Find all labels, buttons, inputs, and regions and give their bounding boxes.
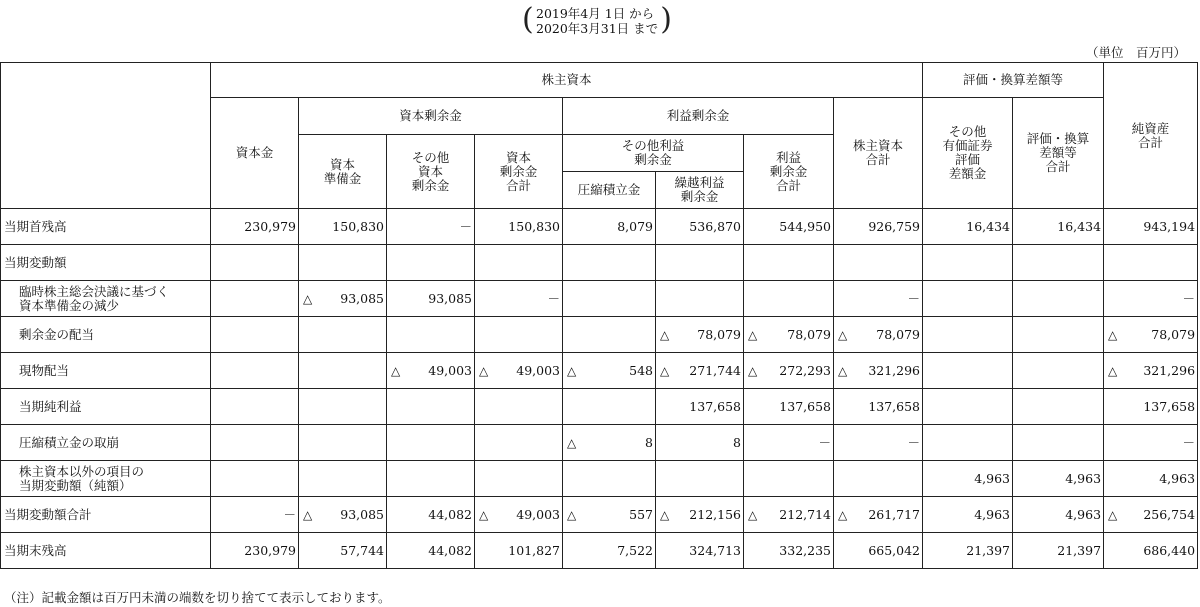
value-cell bbox=[563, 209, 656, 245]
value-cell bbox=[1104, 533, 1198, 569]
cell-value: 686,440 bbox=[1143, 542, 1196, 558]
value-cell bbox=[299, 317, 387, 353]
value-cell bbox=[299, 245, 387, 281]
value-cell bbox=[744, 245, 834, 281]
value-cell bbox=[744, 497, 834, 533]
negative-marker: △ bbox=[303, 507, 313, 522]
value-cell bbox=[387, 245, 475, 281]
value-cell bbox=[1104, 389, 1198, 425]
table-row bbox=[1, 425, 1198, 461]
cell-value: 321,296 bbox=[868, 362, 921, 378]
value-cell bbox=[387, 317, 475, 353]
value-cell bbox=[1104, 461, 1198, 497]
table-row bbox=[1, 281, 1198, 317]
value-cell bbox=[299, 209, 387, 245]
cell-value: 101,827 bbox=[508, 542, 560, 558]
header-other-retained-earnings: その他利益 剰余金 bbox=[563, 135, 744, 172]
value-cell bbox=[923, 353, 1013, 389]
header-capital-surplus-total: 資本 剰余金 合計 bbox=[475, 135, 563, 209]
cell-value: 256,754 bbox=[1143, 506, 1196, 522]
cell-value: 548 bbox=[629, 362, 653, 378]
value-cell bbox=[1013, 533, 1104, 569]
cell-value: 150,830 bbox=[508, 218, 560, 234]
table-row bbox=[1, 461, 1198, 497]
value-cell bbox=[656, 317, 744, 353]
header-other-capital-surplus: その他 資本 剰余金 bbox=[387, 135, 475, 209]
cell-value: 57,744 bbox=[340, 542, 384, 558]
header-capital-surplus: 資本剰余金 bbox=[299, 98, 563, 135]
cell-value: 665,042 bbox=[868, 542, 921, 558]
row-label: 現物配当 bbox=[1, 353, 211, 389]
table-row bbox=[1, 209, 1198, 245]
row-label: 圧縮積立金の取崩 bbox=[1, 425, 211, 461]
cell-value: 93,085 bbox=[428, 290, 472, 306]
value-cell bbox=[834, 425, 923, 461]
value-cell bbox=[475, 353, 563, 389]
value-cell bbox=[923, 317, 1013, 353]
cell-value: － bbox=[907, 290, 921, 306]
value-cell bbox=[1104, 353, 1198, 389]
value-cell bbox=[563, 533, 656, 569]
value-cell bbox=[1013, 461, 1104, 497]
value-cell bbox=[834, 281, 923, 317]
cell-value: 321,296 bbox=[1143, 362, 1196, 378]
value-cell bbox=[923, 389, 1013, 425]
cell-value: 8 bbox=[733, 434, 741, 450]
value-cell bbox=[387, 461, 475, 497]
value-cell bbox=[475, 425, 563, 461]
negative-marker: △ bbox=[838, 363, 848, 378]
header-valuation-total: 評価・換算 差額等 合計 bbox=[1013, 98, 1104, 209]
value-cell bbox=[475, 281, 563, 317]
cell-value: 272,293 bbox=[779, 362, 831, 378]
footnote: （注）記載金額は百万円未満の端数を切り捨てて表示しております。 bbox=[4, 590, 391, 605]
value-cell bbox=[1013, 317, 1104, 353]
value-cell bbox=[211, 461, 299, 497]
negative-marker: △ bbox=[567, 507, 577, 522]
value-cell bbox=[299, 389, 387, 425]
header-valuation: 評価・換算差額等 bbox=[923, 63, 1104, 98]
negative-marker: △ bbox=[1108, 363, 1118, 378]
value-cell bbox=[834, 353, 923, 389]
value-cell bbox=[834, 533, 923, 569]
value-cell bbox=[744, 317, 834, 353]
value-cell bbox=[475, 245, 563, 281]
cell-value: 332,235 bbox=[779, 542, 831, 558]
table-row bbox=[1, 497, 1198, 533]
header-other-securities: その他 有価証券 評価 差額金 bbox=[923, 98, 1013, 209]
value-cell bbox=[563, 281, 656, 317]
value-cell bbox=[299, 461, 387, 497]
negative-marker: △ bbox=[567, 435, 577, 450]
value-cell bbox=[1013, 353, 1104, 389]
value-cell bbox=[744, 533, 834, 569]
cell-value: 150,830 bbox=[332, 218, 384, 234]
negative-marker: △ bbox=[660, 327, 670, 342]
header-net-assets-total: 純資産 合計 bbox=[1104, 63, 1198, 209]
header-retained-earnings-total: 利益 剰余金 合計 bbox=[744, 135, 834, 209]
row-label: 当期変動額合計 bbox=[1, 497, 211, 533]
cell-value: 49,003 bbox=[516, 506, 560, 522]
cell-value: － bbox=[1182, 290, 1196, 306]
cell-value: 93,085 bbox=[340, 290, 384, 306]
cell-value: 261,717 bbox=[868, 506, 921, 522]
negative-marker: △ bbox=[838, 327, 848, 342]
cell-value: 4,963 bbox=[974, 470, 1011, 486]
cell-value: 536,870 bbox=[689, 218, 741, 234]
value-cell bbox=[387, 353, 475, 389]
negative-marker: △ bbox=[479, 363, 489, 378]
negative-marker: △ bbox=[748, 327, 758, 342]
cell-value: 93,085 bbox=[340, 506, 384, 522]
cell-value: 49,003 bbox=[428, 362, 472, 378]
cell-value: 212,714 bbox=[779, 506, 831, 522]
value-cell bbox=[923, 425, 1013, 461]
table-row bbox=[1, 389, 1198, 425]
negative-marker: △ bbox=[1108, 327, 1118, 342]
header-blank bbox=[1, 63, 211, 209]
negative-marker: △ bbox=[1108, 507, 1118, 522]
value-cell bbox=[1013, 209, 1104, 245]
cell-value: 926,759 bbox=[868, 218, 921, 234]
value-cell bbox=[211, 533, 299, 569]
value-cell bbox=[656, 461, 744, 497]
negative-marker: △ bbox=[303, 291, 313, 306]
value-cell bbox=[1104, 497, 1198, 533]
right-bracket: ) bbox=[660, 2, 672, 37]
cell-value: － bbox=[283, 506, 296, 522]
value-cell bbox=[656, 497, 744, 533]
cell-value: 324,713 bbox=[689, 542, 741, 558]
value-cell bbox=[299, 497, 387, 533]
value-cell bbox=[211, 281, 299, 317]
value-cell bbox=[744, 209, 834, 245]
value-cell bbox=[211, 317, 299, 353]
cell-value: 16,434 bbox=[1057, 218, 1102, 234]
value-cell bbox=[744, 389, 834, 425]
cell-value: 4,963 bbox=[974, 506, 1011, 522]
value-cell bbox=[475, 317, 563, 353]
negative-marker: △ bbox=[479, 507, 489, 522]
cell-value: － bbox=[818, 434, 831, 450]
cell-value: 49,003 bbox=[516, 362, 560, 378]
period-range bbox=[522, 4, 672, 38]
value-cell bbox=[923, 461, 1013, 497]
cell-value: － bbox=[1182, 434, 1196, 450]
header-capital-reserve: 資本 準備金 bbox=[299, 135, 387, 209]
cell-value: 212,156 bbox=[689, 506, 741, 522]
value-cell bbox=[1013, 497, 1104, 533]
cell-value: 137,658 bbox=[1143, 398, 1196, 414]
value-cell bbox=[656, 281, 744, 317]
negative-marker: △ bbox=[660, 507, 670, 522]
value-cell bbox=[744, 425, 834, 461]
header-retained-earnings: 利益剰余金 bbox=[563, 98, 834, 135]
row-label: 当期首残高 bbox=[1, 209, 211, 245]
cell-value: 137,658 bbox=[689, 398, 741, 414]
value-cell bbox=[299, 425, 387, 461]
value-cell bbox=[563, 245, 656, 281]
value-cell bbox=[211, 425, 299, 461]
cell-value: 8 bbox=[645, 434, 653, 450]
value-cell bbox=[211, 389, 299, 425]
cell-value: 78,079 bbox=[697, 326, 741, 342]
cell-value: 137,658 bbox=[779, 398, 831, 414]
value-cell bbox=[656, 353, 744, 389]
cell-value: 44,082 bbox=[428, 506, 472, 522]
cell-value: 7,522 bbox=[617, 542, 653, 558]
cell-value: 78,079 bbox=[1151, 326, 1196, 342]
value-cell bbox=[1104, 281, 1198, 317]
value-cell bbox=[656, 533, 744, 569]
row-label: 当期末残高 bbox=[1, 533, 211, 569]
cell-value: － bbox=[459, 218, 472, 234]
value-cell bbox=[744, 353, 834, 389]
value-cell bbox=[387, 209, 475, 245]
cell-value: 271,744 bbox=[689, 362, 741, 378]
value-cell bbox=[211, 209, 299, 245]
row-label: 当期変動額 bbox=[1, 245, 211, 281]
value-cell bbox=[387, 497, 475, 533]
value-cell bbox=[1104, 425, 1198, 461]
cell-value: 78,079 bbox=[876, 326, 921, 342]
cell-value: 557 bbox=[629, 506, 653, 522]
row-label: 当期純利益 bbox=[1, 389, 211, 425]
cell-value: 16,434 bbox=[966, 218, 1011, 234]
negative-marker: △ bbox=[660, 363, 670, 378]
value-cell bbox=[1013, 389, 1104, 425]
row-label: 剰余金の配当 bbox=[1, 317, 211, 353]
value-cell bbox=[1013, 425, 1104, 461]
value-cell bbox=[299, 353, 387, 389]
value-cell bbox=[563, 353, 656, 389]
value-cell bbox=[834, 317, 923, 353]
cell-value: 4,963 bbox=[1065, 470, 1102, 486]
table-row bbox=[1, 317, 1198, 353]
table-row bbox=[1, 353, 1198, 389]
value-cell bbox=[923, 533, 1013, 569]
value-cell bbox=[563, 389, 656, 425]
equity-statement-table bbox=[0, 62, 1198, 569]
value-cell bbox=[744, 281, 834, 317]
cell-value: 230,979 bbox=[244, 218, 296, 234]
cell-value: 544,950 bbox=[779, 218, 831, 234]
negative-marker: △ bbox=[838, 507, 848, 522]
value-cell bbox=[299, 533, 387, 569]
value-cell bbox=[1104, 245, 1198, 281]
value-cell bbox=[656, 425, 744, 461]
value-cell bbox=[475, 389, 563, 425]
value-cell bbox=[475, 461, 563, 497]
left-bracket: ( bbox=[522, 2, 534, 37]
value-cell bbox=[656, 245, 744, 281]
value-cell bbox=[475, 533, 563, 569]
cell-value: 943,194 bbox=[1143, 218, 1196, 234]
cell-value: 4,963 bbox=[1159, 470, 1196, 486]
value-cell bbox=[475, 497, 563, 533]
value-cell bbox=[563, 497, 656, 533]
value-cell bbox=[1013, 281, 1104, 317]
value-cell bbox=[211, 497, 299, 533]
cell-value: － bbox=[907, 434, 921, 450]
value-cell bbox=[834, 497, 923, 533]
value-cell bbox=[1013, 245, 1104, 281]
value-cell bbox=[563, 461, 656, 497]
cell-value: － bbox=[547, 290, 560, 306]
value-cell bbox=[563, 425, 656, 461]
value-cell bbox=[923, 281, 1013, 317]
unit-label: （単位 百万円） bbox=[1085, 45, 1186, 60]
period-start: 2019年4月 1日 から bbox=[536, 6, 655, 21]
value-cell bbox=[834, 209, 923, 245]
value-cell bbox=[744, 461, 834, 497]
header-reduction-reserve: 圧縮積立金 bbox=[563, 172, 656, 209]
header-retained-brought-forward: 繰越利益 剰余金 bbox=[656, 172, 744, 209]
negative-marker: △ bbox=[391, 363, 401, 378]
value-cell bbox=[211, 245, 299, 281]
value-cell bbox=[923, 209, 1013, 245]
value-cell bbox=[1104, 209, 1198, 245]
value-cell bbox=[834, 461, 923, 497]
value-cell bbox=[387, 281, 475, 317]
header-capital-stock: 資本金 bbox=[211, 98, 299, 209]
value-cell bbox=[299, 281, 387, 317]
cell-value: 230,979 bbox=[244, 542, 296, 558]
cell-value: 78,079 bbox=[787, 326, 831, 342]
cell-value: 44,082 bbox=[428, 542, 472, 558]
cell-value: 21,397 bbox=[966, 542, 1011, 558]
value-cell bbox=[475, 209, 563, 245]
value-cell bbox=[563, 317, 656, 353]
cell-value: 8,079 bbox=[617, 218, 653, 234]
value-cell bbox=[211, 353, 299, 389]
cell-value: 21,397 bbox=[1057, 542, 1102, 558]
table-row bbox=[1, 245, 1198, 281]
value-cell bbox=[656, 209, 744, 245]
value-cell bbox=[923, 497, 1013, 533]
header-shareholders-equity-total: 株主資本 合計 bbox=[834, 98, 923, 209]
row-label: 株主資本以外の項目の 当期変動額（純額） bbox=[1, 461, 211, 497]
value-cell bbox=[923, 245, 1013, 281]
value-cell bbox=[1104, 317, 1198, 353]
value-cell bbox=[656, 389, 744, 425]
negative-marker: △ bbox=[748, 363, 758, 378]
negative-marker: △ bbox=[748, 507, 758, 522]
value-cell bbox=[387, 389, 475, 425]
value-cell bbox=[387, 533, 475, 569]
cell-value: 137,658 bbox=[868, 398, 921, 414]
period-end: 2020年3月31日 まで bbox=[536, 21, 659, 36]
cell-value: 4,963 bbox=[1065, 506, 1102, 522]
negative-marker: △ bbox=[567, 363, 577, 378]
value-cell bbox=[834, 245, 923, 281]
table-body bbox=[1, 209, 1198, 569]
table-row bbox=[1, 533, 1198, 569]
header-shareholders-equity: 株主資本 bbox=[211, 63, 923, 98]
value-cell bbox=[834, 389, 923, 425]
value-cell bbox=[387, 425, 475, 461]
row-label: 臨時株主総会決議に基づく 資本準備金の減少 bbox=[1, 281, 211, 317]
